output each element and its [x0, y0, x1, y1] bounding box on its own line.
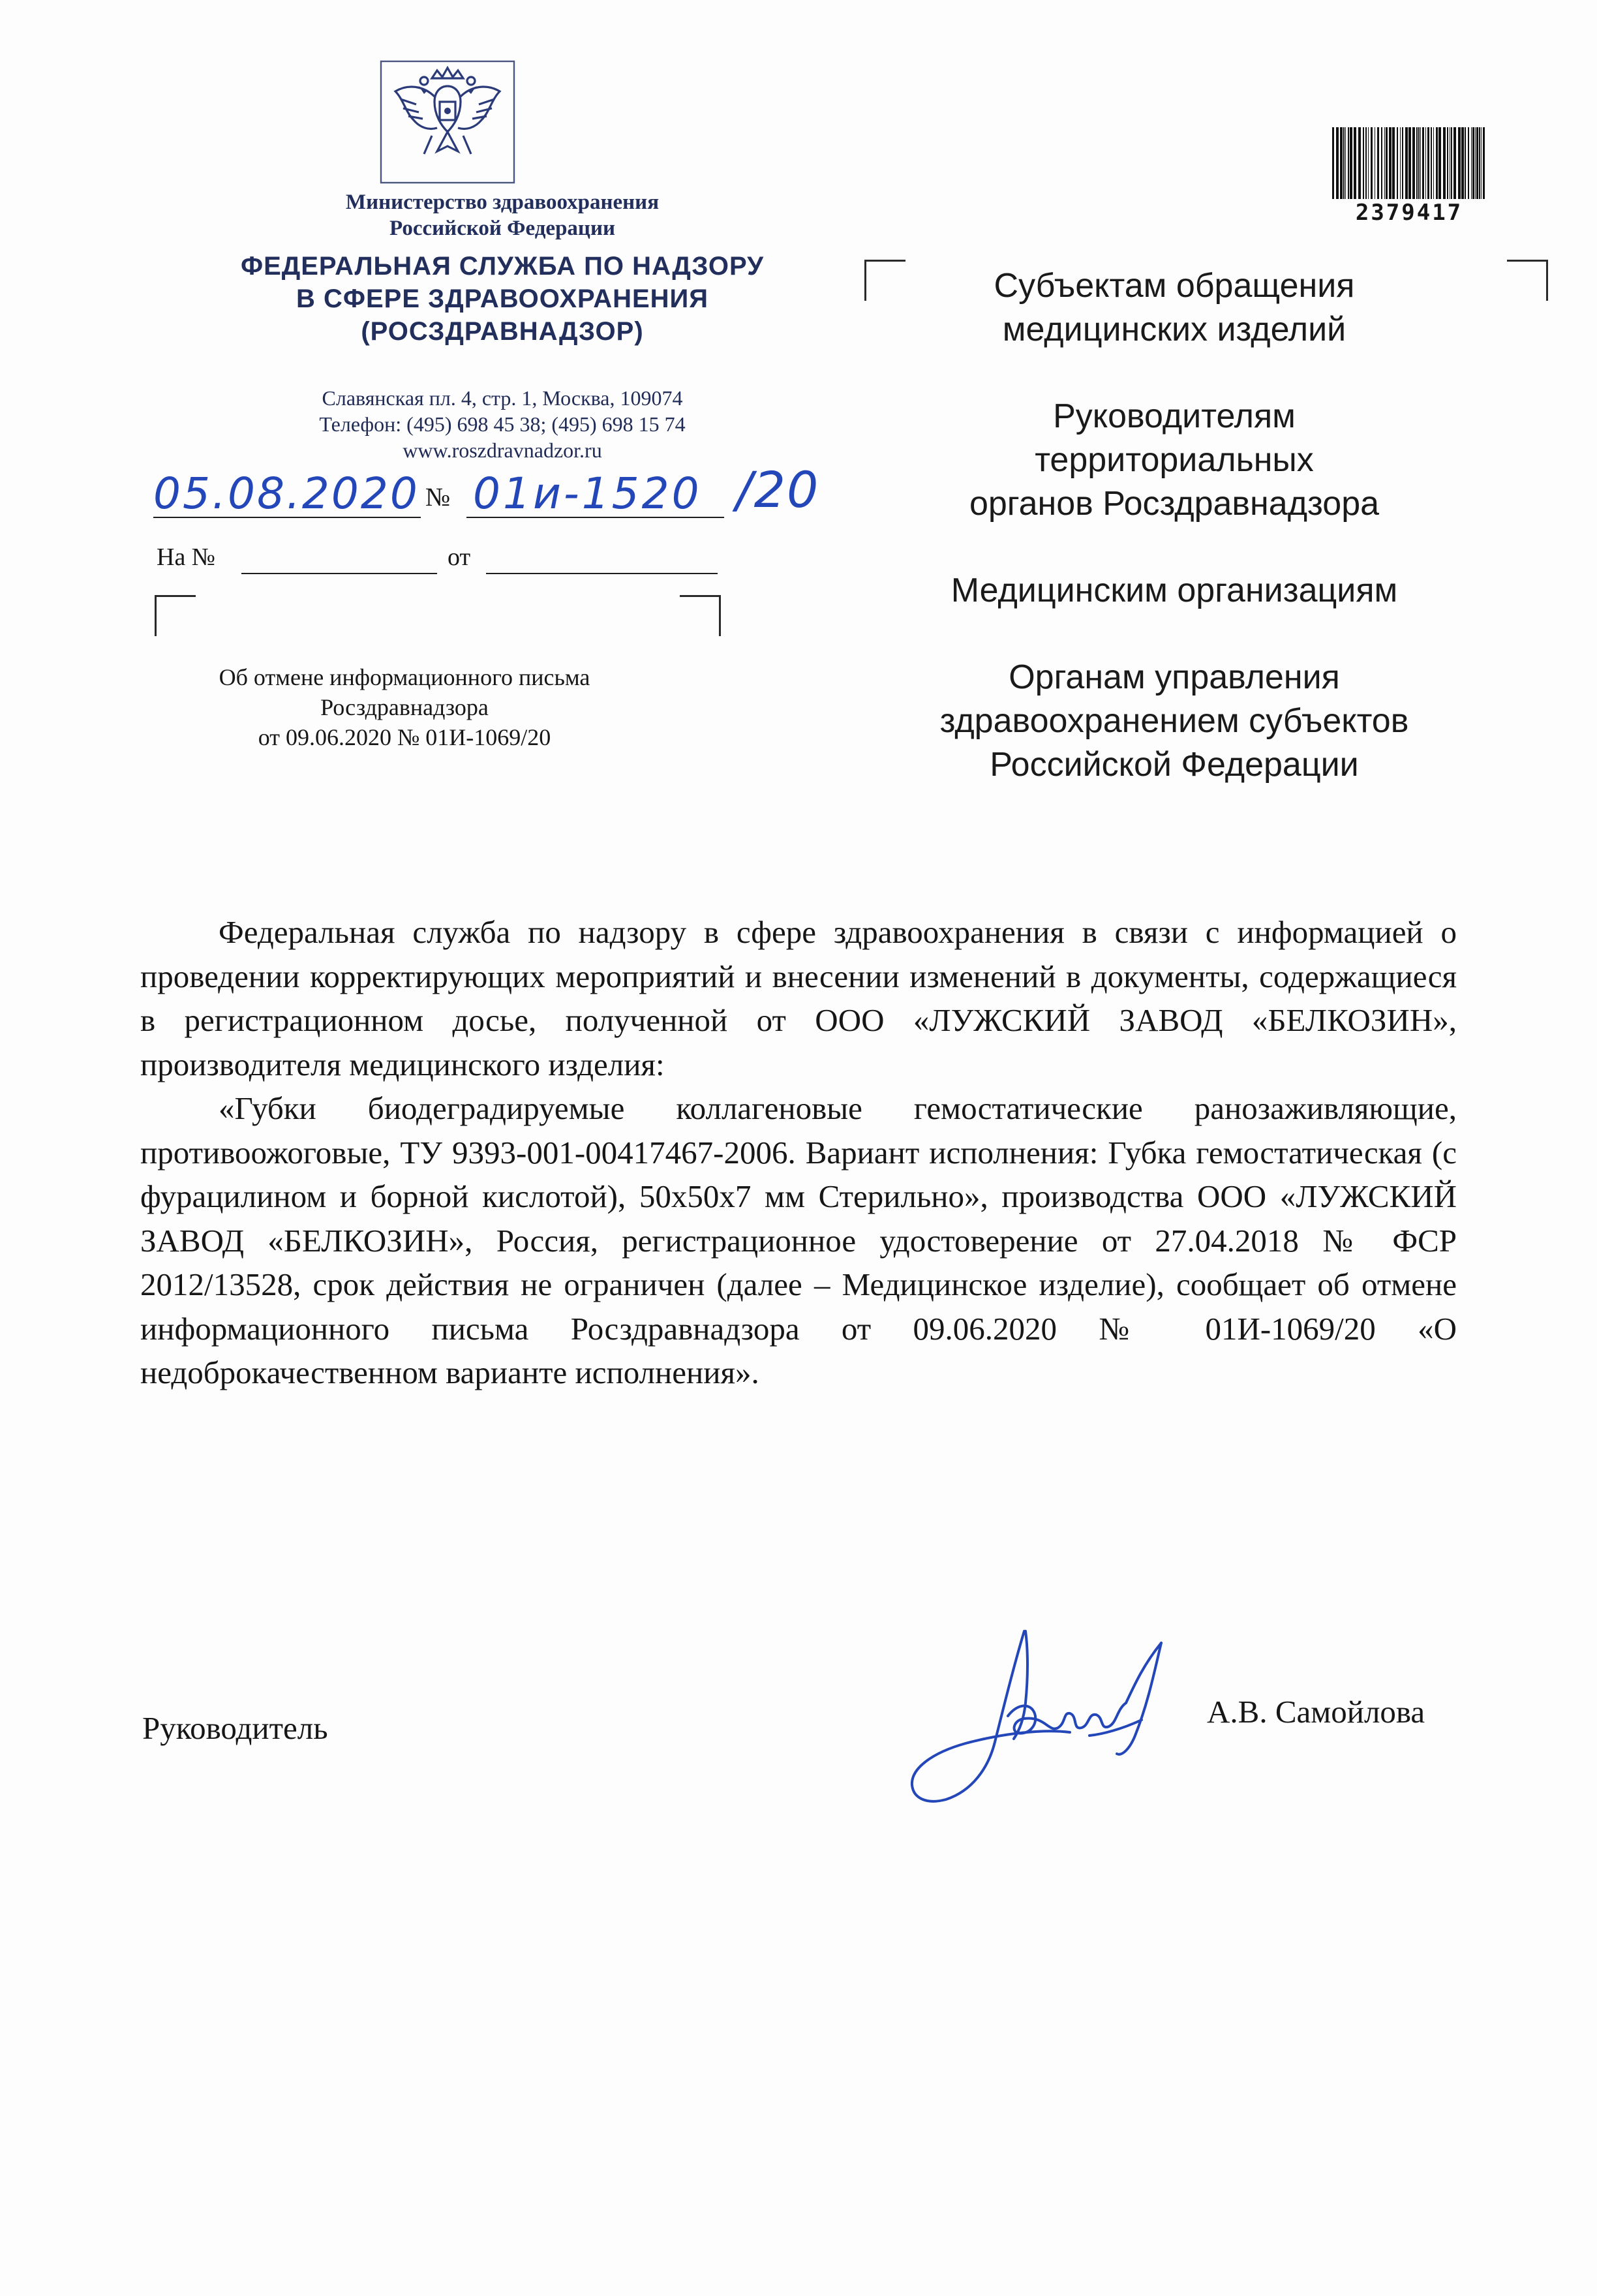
barcode-bar: [1472, 127, 1474, 199]
coat-of-arms-emblem: [380, 60, 515, 184]
barcode-bar: [1336, 127, 1339, 199]
barcode-bar: [1431, 127, 1432, 199]
addressee-line: Медицинским организациям: [951, 572, 1398, 609]
signatory-position: Руководитель: [142, 1710, 328, 1746]
handwritten-number-suffix: /20: [736, 461, 820, 519]
handwritten-date: 05.08.2020: [153, 468, 419, 519]
website-link[interactable]: www.roszdravnadzor.ru: [403, 438, 602, 462]
letter-body: [140, 910, 1457, 1395]
addressee-item: [887, 395, 1461, 526]
addressee-line: органов Росздравнадзора: [969, 485, 1380, 523]
barcode-bar: [1345, 127, 1346, 199]
service-name: [150, 250, 855, 348]
subject-line-3: от 09.06.2020 № 01И-1069/20: [258, 724, 551, 750]
subject-line-2: Росздравнадзора: [320, 694, 489, 720]
addressee-corner-right: [1507, 260, 1548, 301]
barcode-bar: [1476, 127, 1478, 199]
barcode: [1331, 127, 1487, 199]
barcode-bar: [1358, 127, 1361, 199]
service-line-1: ФЕДЕРАЛЬНАЯ СЛУЖБА ПО НАДЗОРУ: [240, 252, 765, 281]
addressee-line: территориальных: [1035, 441, 1314, 479]
barcode-bar: [1368, 127, 1369, 199]
addressee-line: Российской Федерации: [990, 746, 1359, 784]
addressee-line: здравоохранением субъектов: [939, 702, 1409, 740]
barcode-bar: [1408, 127, 1411, 199]
barcode-bar: [1332, 127, 1334, 199]
addressee-item: [887, 569, 1461, 613]
barcode-bar: [1386, 127, 1388, 199]
reply-from-date-field: [486, 547, 718, 574]
handwritten-signature: [874, 1605, 1213, 1820]
addressee-line: Субъектам обращения: [994, 267, 1355, 305]
ministry-line-2: Российской Федерации: [389, 217, 615, 240]
barcode-bar: [1475, 127, 1476, 199]
subject-corner-left: [155, 595, 196, 636]
registration-number-field: [466, 470, 724, 518]
subject-line-1: Об отмене информационного письма: [219, 664, 590, 690]
barcode-bar: [1443, 127, 1446, 199]
barcode-bar: [1418, 127, 1420, 199]
barcode-bar: [1340, 127, 1343, 199]
ministry-name: [150, 189, 855, 241]
barcode-bar: [1420, 127, 1421, 199]
body-paragraph-2: «Губки биодеградируемые коллагеновые гемостатические ранозаживляющие, противоожоговые, ТУ 9393-001-00417467-2006. Вариант исполнения: Губка гемостатическая (с фурацилином и борной кислотой), 50х50х7 мм Стерильно», производства ООО «ЛУЖСКИЙ ЗАВОД «БЕЛКОЗИН», Россия, регистрационное удостоверение от 27.04.2018 № ФСР 2012/13528, срок действия не ограничен (далее – Медицинское изделие), сообщает об отмене информационного письма Росздравнадзора от 09.06.2020 № 01И-1069/20 «О недоброкачественном варианте исполнения».: [140, 1090, 1457, 1390]
barcode-bar: [1453, 127, 1456, 199]
handwritten-number: 01и-1520: [473, 468, 702, 519]
addressee-item: [887, 264, 1461, 352]
barcode-bar: [1483, 127, 1485, 199]
registration-date-field: [153, 470, 421, 518]
barcode-bar: [1412, 127, 1415, 199]
reply-to-number-field: [241, 547, 437, 574]
barcode-number: 2379417: [1355, 200, 1463, 226]
barcode-bar: [1458, 127, 1461, 199]
barcode-bar: [1436, 127, 1438, 199]
signatory-name: А.В. Самойлова: [1207, 1694, 1425, 1730]
service-line-2: В СФЕРЕ ЗДРАВООХРАНЕНИЯ: [296, 284, 709, 313]
barcode-bar: [1447, 127, 1448, 199]
barcode-bar: [1384, 127, 1385, 199]
barcode-bar: [1438, 127, 1441, 199]
barcode-bar: [1377, 127, 1379, 199]
barcode-bar: [1425, 127, 1426, 199]
barcode-bar: [1397, 127, 1398, 199]
reply-from-label: от: [448, 543, 471, 571]
barcode-bar: [1451, 127, 1452, 199]
letter-subject: [150, 662, 659, 752]
barcode-bar: [1389, 127, 1392, 199]
barcode-bar: [1471, 127, 1472, 199]
body-paragraph-1: Федеральная служба по надзору в сфере здравоохранения в связи с информацией о проведении корректирующих мероприятий и внесении изменений в документы, содержащиеся в регистрационном досье, полученной от ООО «ЛУЖСКИЙ ЗАВОД «БЕЛКОЗИН», производителя медицинского изделия:: [140, 914, 1457, 1082]
subject-corner-right: [680, 595, 721, 636]
barcode-bar: [1343, 127, 1345, 199]
addressee-line: Руководителям: [1053, 397, 1296, 435]
barcode-bar: [1381, 127, 1382, 199]
addressee-list: [887, 264, 1461, 830]
reply-to-label: На №: [157, 543, 216, 571]
barcode-bar: [1427, 127, 1429, 199]
barcode-bar: [1422, 127, 1424, 199]
registration-number-label: №: [425, 482, 451, 512]
barcode-bar: [1402, 127, 1403, 199]
addressee-line: медицинских изделий: [1002, 311, 1346, 348]
barcode-bar: [1363, 127, 1364, 199]
barcode-bar: [1348, 127, 1349, 199]
ministry-line-1: Министерство здравоохранения: [345, 191, 660, 214]
barcode-bar: [1400, 127, 1401, 199]
barcode-bar: [1481, 127, 1482, 199]
barcode-bar: [1371, 127, 1373, 199]
barcode-bar: [1405, 127, 1408, 199]
phone: Телефон: (495) 698 45 38; (495) 698 15 74: [319, 412, 686, 436]
barcode-bar: [1433, 127, 1434, 199]
contact-block: [150, 385, 855, 463]
barcode-bar: [1354, 127, 1356, 199]
barcode-bar: [1461, 127, 1464, 199]
barcode-bar: [1365, 127, 1367, 199]
addressee-item: [887, 656, 1461, 787]
barcode-bar: [1479, 127, 1480, 199]
barcode-bar: [1392, 127, 1395, 199]
barcode-bar: [1465, 127, 1466, 199]
barcode-bar: [1416, 127, 1418, 199]
address: Славянская пл. 4, стр. 1, Москва, 109074: [322, 386, 683, 410]
addressee-line: Органам управления: [1009, 658, 1340, 696]
service-line-3: (РОСЗДРАВНАДЗОР): [361, 317, 644, 346]
barcode-bar: [1350, 127, 1352, 199]
barcode-bar: [1468, 127, 1469, 199]
